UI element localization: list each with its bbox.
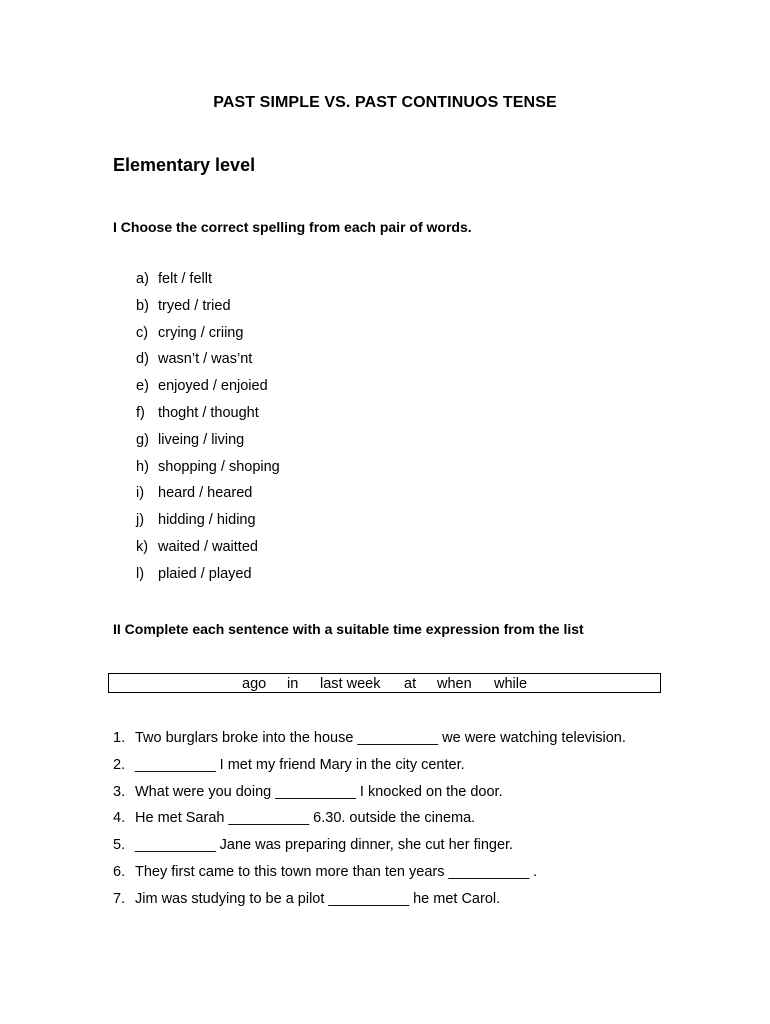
sentence-text: Two burglars broke into the house __________ we were watching television. [135, 730, 626, 746]
list-item [136, 271, 280, 298]
item-marker: j) [136, 512, 145, 529]
sentence-text: What were you doing __________ I knocked on the door. [135, 783, 503, 800]
item-text: hidding / hiding [158, 512, 256, 529]
sentence-text: He met Sarah __________ 6.30. outside the cinema. [135, 810, 476, 827]
item-text: liveing / living [158, 431, 245, 448]
word-option: at [404, 676, 417, 692]
sentence-item [113, 891, 626, 918]
item-marker: i) [136, 485, 145, 502]
section-2-heading: II Complete each sentence with a suitable time expression from the list [113, 621, 584, 637]
list-item [136, 485, 280, 512]
sentence-number: 4. [113, 810, 126, 827]
spelling-list [136, 271, 280, 593]
item-marker: b) [136, 297, 149, 314]
word-option: when [437, 676, 472, 692]
list-item [136, 325, 280, 352]
item-text: wasn’t / was’nt [158, 351, 253, 368]
list-item [136, 298, 280, 325]
item-marker: d) [136, 351, 149, 368]
item-text: waited / waitted [158, 538, 258, 555]
sentence-number: 5. [113, 837, 126, 854]
item-marker: e) [136, 378, 149, 395]
list-item [136, 405, 280, 432]
sentence-number: 3. [113, 783, 126, 800]
list-item [136, 351, 280, 378]
sentence-list [113, 730, 626, 918]
sentence-text: __________ Jane was preparing dinner, she cut her finger. [135, 837, 514, 854]
sentence-item [113, 837, 626, 864]
sentence-text: They first came to this town more than ten years __________ . [135, 863, 538, 880]
word-option: last week [320, 676, 381, 692]
item-marker: k) [136, 538, 149, 555]
list-item [136, 539, 280, 566]
item-marker: c) [136, 324, 149, 341]
page-title: PAST SIMPLE VS. PAST CONTINUOS TENSE [213, 94, 557, 111]
item-text: heard / heared [158, 485, 253, 502]
item-marker: g) [136, 431, 149, 448]
list-item [136, 566, 280, 593]
list-item [136, 378, 280, 405]
item-text: thoght / thought [158, 404, 259, 421]
sentence-item [113, 864, 626, 891]
sentence-text: __________ I met my friend Mary in the city center. [135, 756, 465, 773]
level-heading: Elementary level [113, 155, 256, 175]
sentence-number: 6. [113, 863, 126, 880]
word-option: in [287, 676, 299, 692]
item-text: felt / fellt [158, 271, 212, 287]
item-text: enjoyed / enjoied [158, 378, 268, 395]
item-text: plaied / played [158, 565, 252, 582]
item-marker: f) [136, 404, 145, 421]
sentence-text: Jim was studying to be a pilot __________ he met Carol. [135, 890, 501, 907]
list-item [136, 512, 280, 539]
item-marker: l) [136, 565, 145, 582]
section-1-heading: I Choose the correct spelling from each pair of words. [113, 219, 472, 235]
word-option: while [494, 676, 528, 692]
sentence-number: 7. [113, 890, 126, 907]
item-text: tryed / tried [158, 297, 231, 314]
sentence-number: 1. [113, 730, 126, 746]
sentence-item [113, 757, 626, 784]
item-marker: a) [136, 271, 149, 287]
item-marker: h) [136, 458, 149, 475]
item-text: shopping / shoping [158, 458, 280, 475]
word-list-box [108, 673, 661, 693]
list-item [136, 459, 280, 486]
sentence-number: 2. [113, 756, 126, 773]
sentence-item [113, 784, 626, 811]
word-option: ago [242, 676, 267, 692]
sentence-item [113, 730, 626, 757]
list-item [136, 432, 280, 459]
sentence-item [113, 810, 626, 837]
item-text: crying / criing [158, 324, 244, 341]
